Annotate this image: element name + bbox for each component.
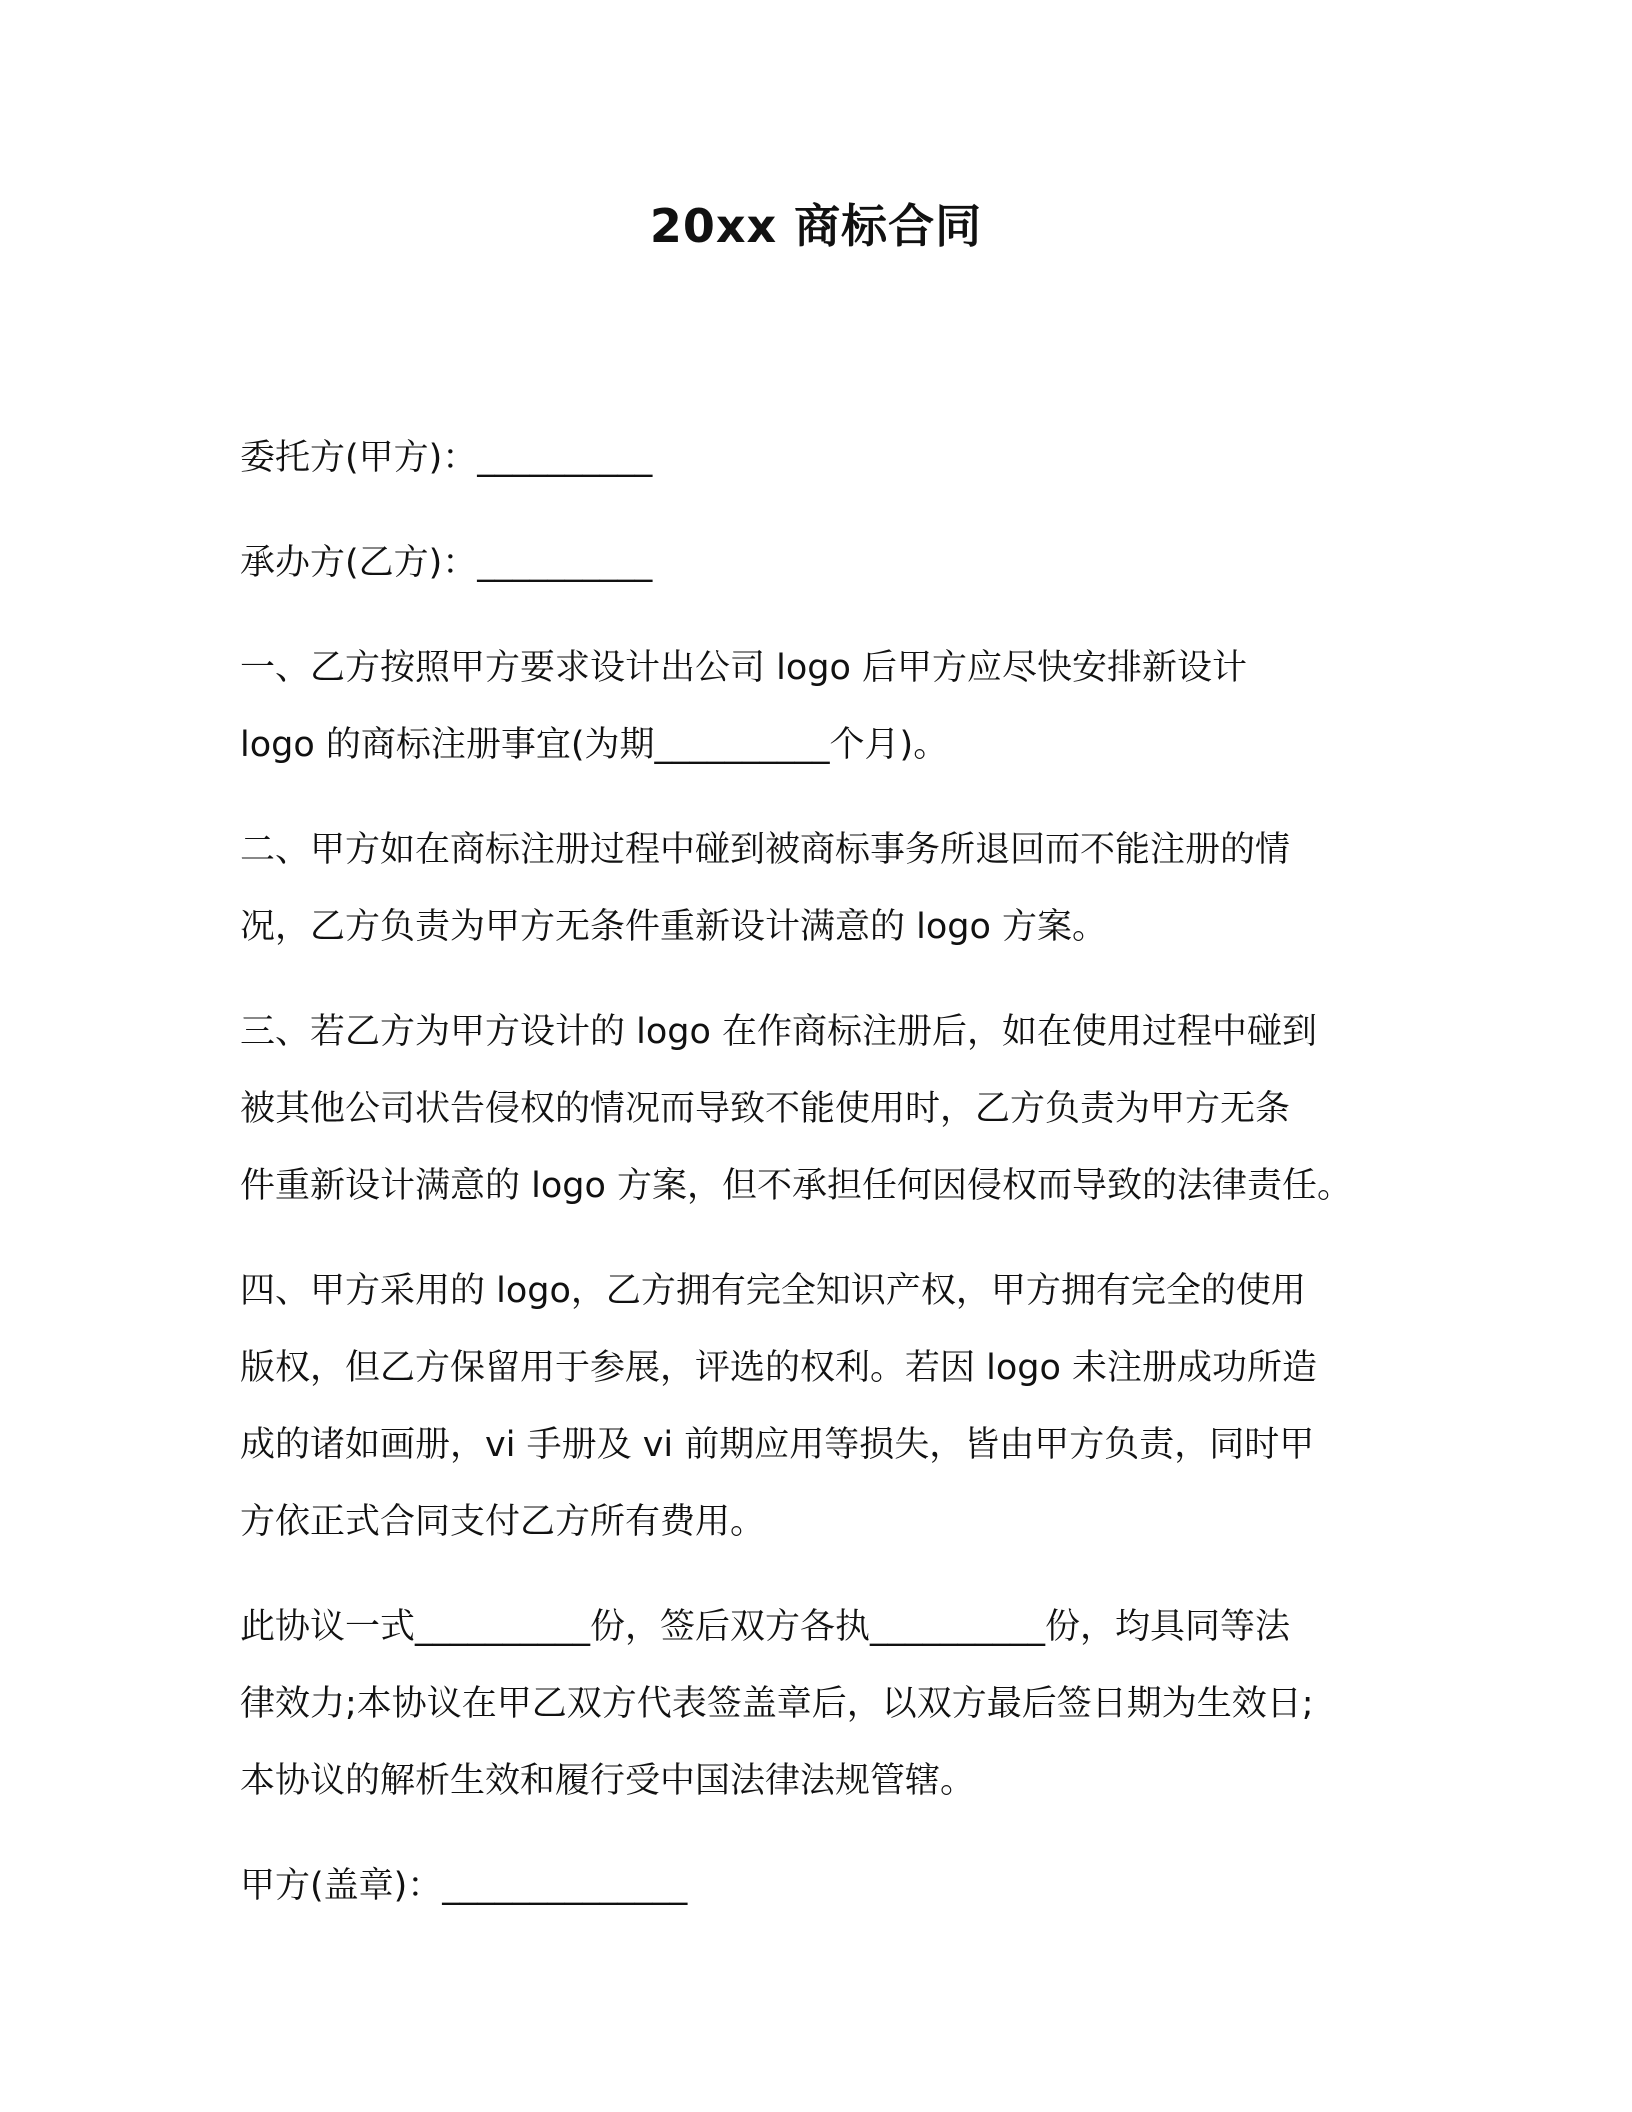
closing-line: 此协议一式__________份，签后双方各执__________份，均具同等法: [240, 1607, 1291, 1647]
clause-1-line: logo 的商标注册事宜(为期__________个月)。: [240, 725, 949, 765]
document-body: [240, 420, 1400, 1953]
clause-3: [240, 994, 1400, 1225]
document-title: 20xx 商标合同: [649, 199, 983, 253]
party-b-line: 承办方(乙方)：__________: [240, 543, 653, 583]
clause-2-line: 二、甲方如在商标注册过程中碰到被商标事务所退回而不能注册的情: [240, 830, 1291, 870]
closing-line: 本协议的解析生效和履行受中国法律法规管辖。: [240, 1761, 976, 1801]
clause-2-line: 况，乙方负责为甲方无条件重新设计满意的 logo 方案。: [240, 907, 1108, 947]
clause-1: [240, 630, 1400, 784]
clause-3-line: 三、若乙方为甲方设计的 logo 在作商标注册后，如在使用过程中碰到: [240, 1012, 1318, 1052]
clause-2: [240, 812, 1400, 966]
clause-4-line: 方依正式合同支付乙方所有费用。: [240, 1502, 766, 1542]
clause-4: [240, 1253, 1400, 1561]
party-a-line: 委托方(甲方)：__________: [240, 438, 653, 478]
clause-4-line: 版权，但乙方保留用于参展，评选的权利。若因 logo 未注册成功所造: [240, 1348, 1318, 1388]
clause-1-line: 一、乙方按照甲方要求设计出公司 logo 后甲方应尽快安排新设计: [240, 648, 1248, 688]
clause-3-line: 件重新设计满意的 logo 方案，但不承担任何因侵权而导致的法律责任。: [240, 1166, 1353, 1206]
clause-3-line: 被其他公司状告侵权的情况而导致不能使用时，乙方负责为甲方无条: [240, 1089, 1291, 1129]
signature-line: 甲方(盖章)：______________: [240, 1866, 688, 1906]
closing-line: 律效力;本协议在甲乙双方代表签盖章后，以双方最后签日期为生效日;: [240, 1684, 1314, 1724]
clause-4-line: 四、甲方采用的 logo，乙方拥有完全知识产权，甲方拥有完全的使用: [240, 1271, 1306, 1311]
closing-clause: [240, 1589, 1400, 1820]
clause-4-line: 成的诸如画册，vi 手册及 vi 前期应用等损失，皆由甲方负责，同时甲: [240, 1425, 1315, 1465]
